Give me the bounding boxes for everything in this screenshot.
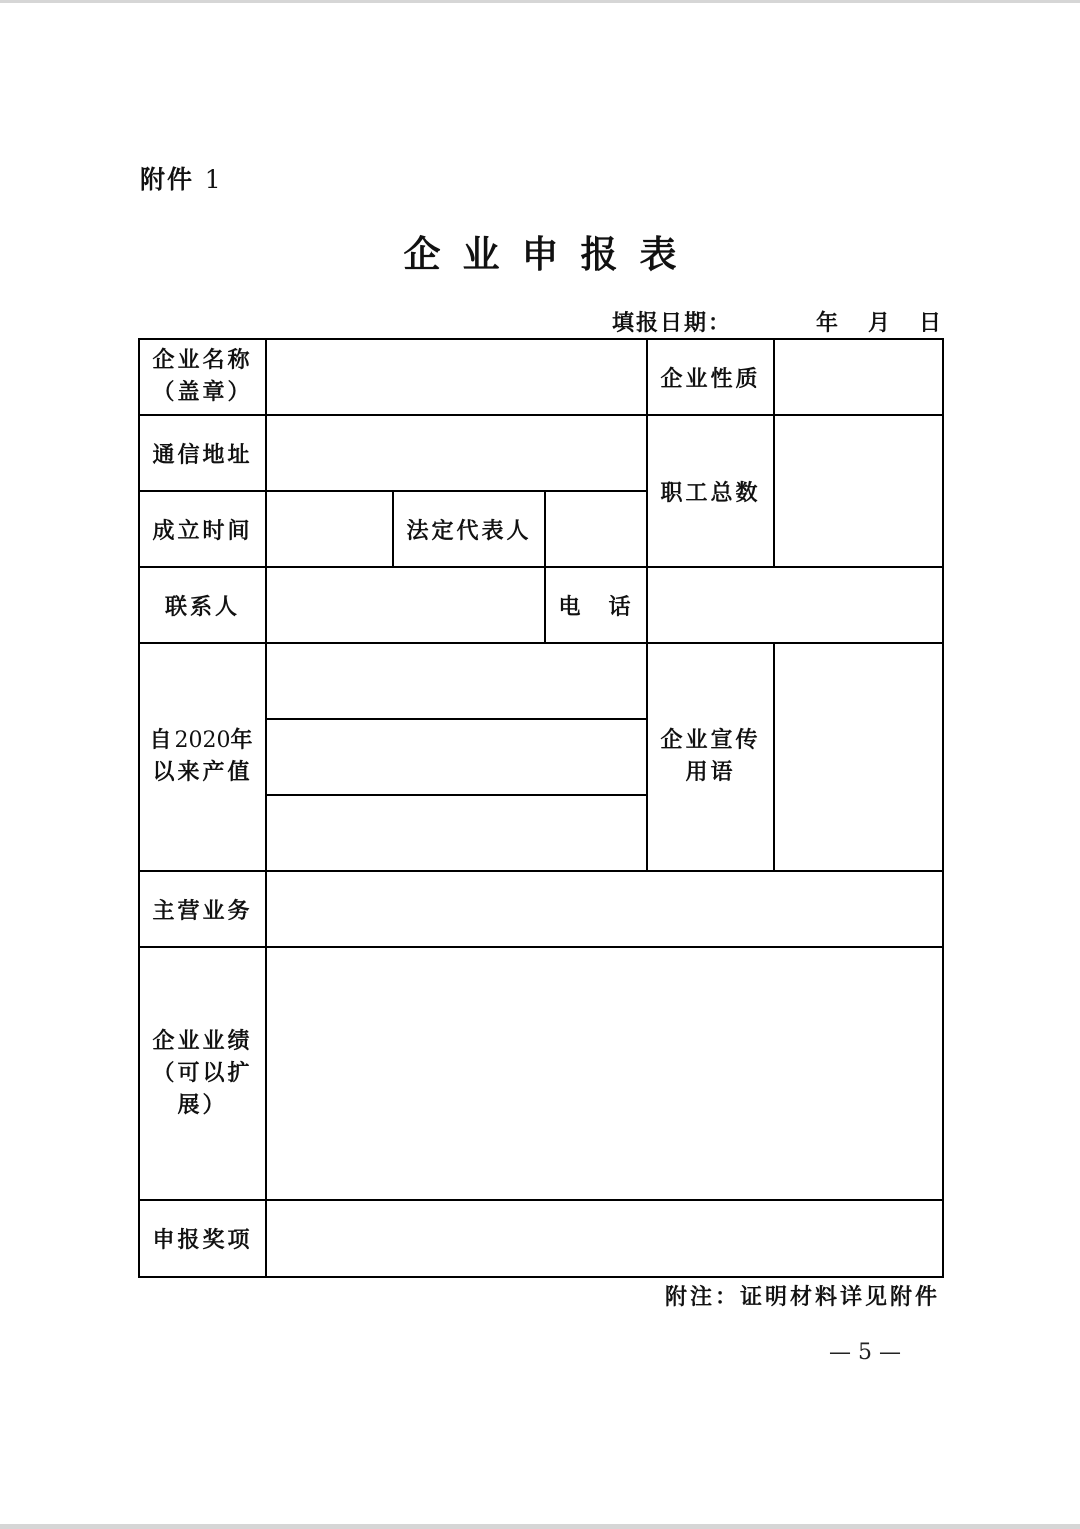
page-top-edge <box>0 0 1080 3</box>
performance-label-line3: 展） <box>177 1092 228 1118</box>
output-label-year: 2020 <box>174 728 231 753</box>
output-field-3[interactable] <box>266 795 647 871</box>
application-form-table <box>138 338 944 1278</box>
output-label-line1: 自2020年 <box>149 728 256 753</box>
fill-date-label: 填报日期： <box>612 311 733 336</box>
table-row <box>139 567 943 643</box>
phone-field[interactable] <box>647 567 943 643</box>
output-field-2[interactable] <box>266 719 647 795</box>
output-label-line2: 以来产值 <box>152 760 253 785</box>
legal-rep-field[interactable] <box>545 491 647 567</box>
attachment-number: 1 <box>204 165 223 194</box>
table-row <box>139 415 943 491</box>
output-field-1[interactable] <box>266 643 647 719</box>
contact-label: 联系人 <box>139 567 266 643</box>
table-row <box>139 871 943 947</box>
company-name-label: 企业名称 <box>152 348 253 373</box>
address-field[interactable] <box>266 415 647 491</box>
page-title: 企业申报表 <box>403 233 699 276</box>
performance-label-cell <box>139 947 266 1200</box>
page-bottom-edge <box>0 1524 1080 1529</box>
performance-field[interactable] <box>266 947 943 1200</box>
company-name-field[interactable] <box>266 339 647 415</box>
company-name-label-cell <box>139 339 266 415</box>
table-row <box>139 947 943 1200</box>
fill-date-year: 年 <box>816 311 841 336</box>
slogan-label-line2: 用语 <box>685 760 736 785</box>
address-label: 通信地址 <box>139 415 266 491</box>
table-row <box>139 1200 943 1277</box>
founded-label: 成立时间 <box>139 491 266 567</box>
attachment-label: 附件 1 <box>140 165 223 194</box>
company-type-field[interactable] <box>774 339 943 415</box>
company-name-seal-note: （盖章） <box>152 380 253 405</box>
legal-rep-label: 法定代表人 <box>393 491 545 567</box>
slogan-label-cell <box>647 643 774 871</box>
main-business-field[interactable] <box>266 871 943 947</box>
performance-label-line2: （可以扩 <box>152 1060 253 1086</box>
main-business-label: 主营业务 <box>139 871 266 947</box>
table-row <box>139 643 943 719</box>
company-type-label: 企业性质 <box>647 339 774 415</box>
founded-field[interactable] <box>266 491 393 567</box>
slogan-label-line1: 企业宣传 <box>660 728 761 753</box>
fill-date-day: 日 <box>919 311 944 336</box>
fill-date-month: 月 <box>868 311 893 336</box>
table-row <box>139 339 943 415</box>
slogan-field[interactable] <box>774 643 943 871</box>
footer-note: 附注：证明材料详见附件 <box>664 1285 940 1310</box>
employees-field[interactable] <box>774 415 943 567</box>
page-number: — 5 — <box>829 1340 901 1365</box>
performance-label-line1: 企业业绩 <box>152 1028 253 1054</box>
award-label: 申报奖项 <box>139 1200 266 1277</box>
output-label-cell <box>139 643 266 871</box>
phone-label: 电 话 <box>545 567 647 643</box>
award-field[interactable] <box>266 1200 943 1277</box>
contact-field[interactable] <box>266 567 545 643</box>
employees-label: 职工总数 <box>647 415 774 567</box>
